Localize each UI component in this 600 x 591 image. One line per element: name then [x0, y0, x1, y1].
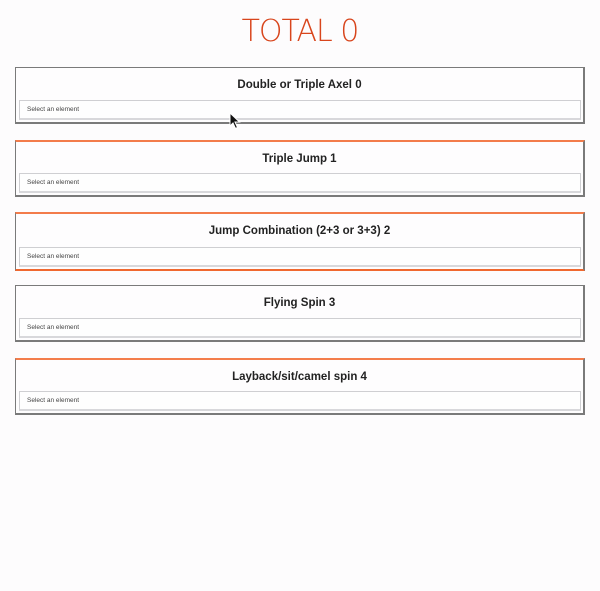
card-title: Flying Spin 3 — [263, 297, 336, 309]
element-select[interactable] — [19, 318, 581, 338]
select-placeholder: Select an element — [27, 106, 80, 113]
element-card-axel — [15, 67, 585, 124]
total-score: TOTAL 0 — [241, 14, 359, 49]
card-title: Triple Jump 1 — [262, 153, 337, 165]
mouse-cursor-icon — [229, 112, 241, 130]
element-card-triple-jump — [15, 140, 585, 197]
element-select[interactable] — [19, 247, 581, 267]
card-title: Jump Combination (2+3 or 3+3) 2 — [208, 225, 391, 237]
card-title: Layback/sit/camel spin 4 — [232, 371, 367, 383]
element-select[interactable] — [19, 173, 581, 193]
element-card-layback-spin — [15, 358, 585, 415]
element-card-jump-combination — [15, 212, 585, 271]
select-placeholder: Select an element — [27, 253, 80, 260]
element-select[interactable] — [19, 100, 581, 120]
select-placeholder: Select an element — [27, 324, 80, 331]
select-placeholder: Select an element — [27, 397, 80, 404]
card-title: Double or Triple Axel 0 — [237, 79, 362, 91]
element-card-flying-spin — [15, 285, 585, 342]
element-select[interactable] — [19, 391, 581, 411]
select-placeholder: Select an element — [27, 179, 80, 186]
